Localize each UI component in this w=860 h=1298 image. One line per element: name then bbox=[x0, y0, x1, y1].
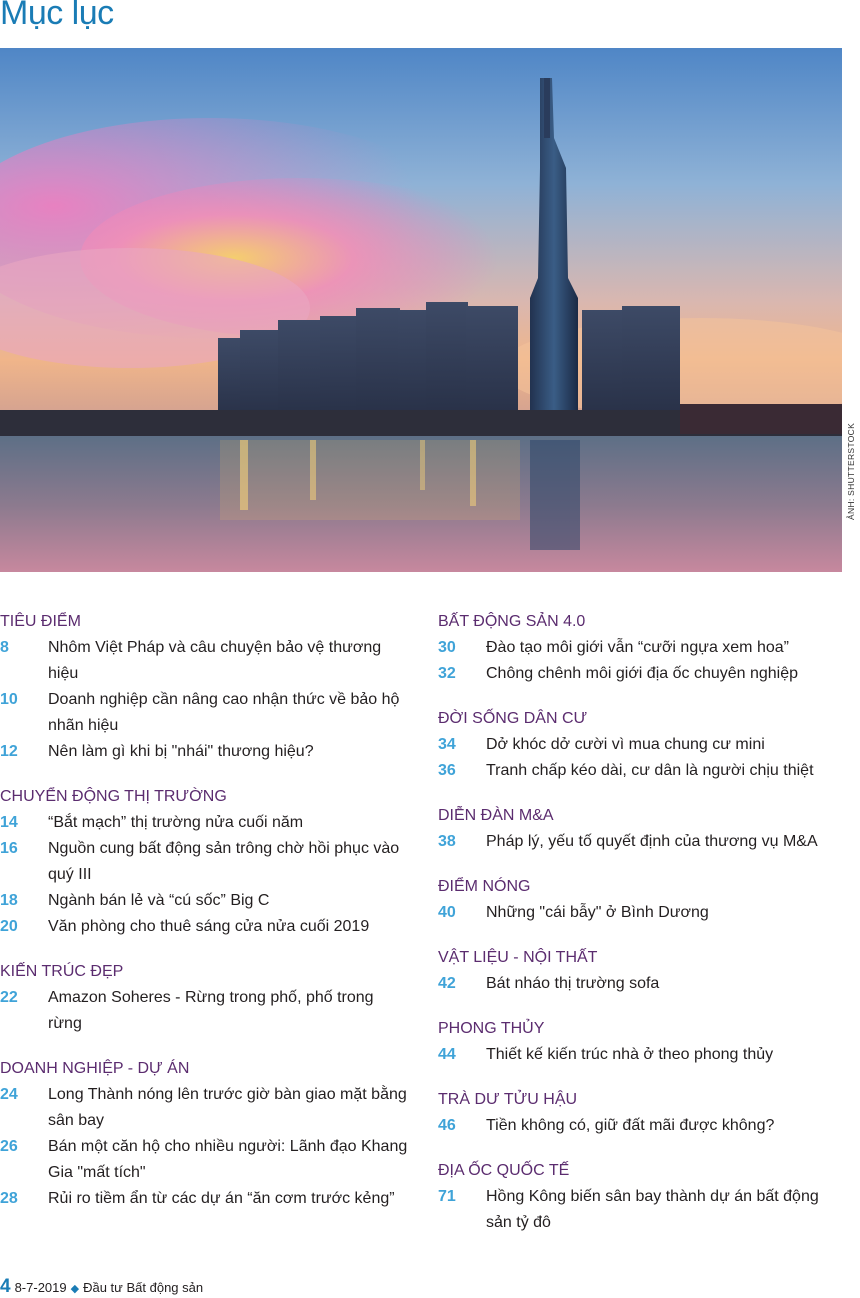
entry-page: 20 bbox=[0, 918, 18, 935]
entry-page: 12 bbox=[0, 743, 18, 760]
toc-entry[interactable] bbox=[438, 1042, 848, 1068]
toc-entry[interactable] bbox=[438, 758, 848, 784]
section-title: ĐỜI SỐNG DÂN CƯ bbox=[438, 710, 588, 727]
entry-page: 22 bbox=[0, 989, 18, 1006]
toc-section bbox=[438, 877, 848, 926]
entry-title: Tiền không có, giữ đất mãi được không? bbox=[486, 1117, 775, 1134]
toc-entry[interactable] bbox=[0, 1134, 410, 1186]
entry-page: 26 bbox=[0, 1138, 18, 1155]
toc-section bbox=[438, 1090, 848, 1139]
entry-title: Ngành bán lẻ và “cú sốc” Big C bbox=[48, 892, 270, 909]
toc-entry[interactable] bbox=[0, 1186, 410, 1212]
section-title: CHUYỂN ĐỘNG THỊ TRƯỜNG bbox=[0, 788, 227, 805]
entry-page: 18 bbox=[0, 892, 18, 909]
section-title: KIẾN TRÚC ĐẸP bbox=[0, 963, 124, 980]
toc-entry[interactable] bbox=[0, 888, 410, 914]
entry-page: 30 bbox=[438, 639, 456, 656]
toc-entry[interactable] bbox=[438, 900, 848, 926]
section-title: TRÀ DƯ TỬU HẬU bbox=[438, 1091, 578, 1108]
toc-section bbox=[438, 806, 848, 855]
entry-page: 42 bbox=[438, 975, 456, 992]
toc-section bbox=[438, 709, 848, 784]
entry-page: 28 bbox=[0, 1190, 18, 1207]
toc-entry[interactable] bbox=[438, 661, 848, 687]
toc-section bbox=[0, 1059, 410, 1212]
entry-page: 32 bbox=[438, 665, 456, 682]
toc-entry[interactable] bbox=[0, 739, 410, 765]
toc-entry[interactable] bbox=[0, 635, 410, 687]
section-title: ĐIỂM NÓNG bbox=[438, 878, 531, 895]
entry-title: Chông chênh môi giới địa ốc chuyên nghiệp bbox=[486, 665, 799, 682]
entry-title: Những "cái bẫy" ở Bình Dương bbox=[486, 904, 709, 921]
entry-page: 71 bbox=[438, 1188, 456, 1205]
entry-page: 46 bbox=[438, 1117, 456, 1134]
entry-page: 44 bbox=[438, 1046, 456, 1063]
entry-title: Đào tạo môi giới vẫn “cưỡi ngựa xem hoa” bbox=[486, 639, 789, 656]
toc-entry[interactable] bbox=[0, 1082, 410, 1134]
toc-entry[interactable] bbox=[0, 985, 410, 1037]
entry-title: Doanh nghiệp cần nâng cao nhận thức về bảo hộ nhãn hiệu bbox=[48, 691, 400, 734]
entry-title: Long Thành nóng lên trước giờ bàn giao mặt bằng sân bay bbox=[48, 1086, 407, 1129]
toc-entry[interactable] bbox=[0, 836, 410, 888]
footer-publication: Đầu tư Bất động sản bbox=[83, 1280, 204, 1295]
section-title: ĐỊA ỐC QUỐC TẾ bbox=[438, 1162, 570, 1179]
toc-right-column bbox=[438, 612, 848, 1258]
entry-title: Văn phòng cho thuê sáng cửa nửa cuối 2019 bbox=[48, 918, 370, 935]
toc-entry[interactable] bbox=[438, 829, 848, 855]
footer-page-number: 4 bbox=[0, 1276, 11, 1297]
entry-title: Nguồn cung bất động sản trông chờ hồi phục vào quý III bbox=[48, 840, 400, 883]
entry-page: 24 bbox=[0, 1086, 18, 1103]
toc-entry[interactable] bbox=[0, 914, 410, 940]
section-title: DOANH NGHIỆP - DỰ ÁN bbox=[0, 1060, 190, 1077]
entry-title: Hồng Kông biến sân bay thành dự án bất động sản tỷ đô bbox=[486, 1188, 819, 1231]
toc-left-column bbox=[0, 612, 410, 1234]
diamond-icon: ◆ bbox=[70, 1283, 80, 1295]
entry-title: Dở khóc dở cười vì mua chung cư mini bbox=[486, 736, 765, 753]
footer-date: 8-7-2019 bbox=[14, 1280, 67, 1295]
toc-section bbox=[0, 787, 410, 940]
entry-page: 34 bbox=[438, 736, 456, 753]
toc-section bbox=[438, 1019, 848, 1068]
toc-entry[interactable] bbox=[438, 1113, 848, 1139]
toc-section bbox=[438, 612, 848, 687]
entry-title: Nhôm Việt Pháp và câu chuyện bảo vệ thương hiệu bbox=[48, 639, 382, 682]
toc-section bbox=[0, 962, 410, 1037]
entry-title: “Bắt mạch” thị trường nửa cuối năm bbox=[48, 814, 304, 831]
toc-entry[interactable] bbox=[438, 971, 848, 997]
toc-entry[interactable] bbox=[0, 810, 410, 836]
toc-section bbox=[438, 1161, 848, 1236]
entry-page: 8 bbox=[0, 639, 9, 656]
page-footer bbox=[0, 1276, 203, 1298]
toc-entry[interactable] bbox=[438, 635, 848, 661]
entry-title: Bán một căn hộ cho nhiều người: Lãnh đạo Khang Gia "mất tích" bbox=[48, 1138, 408, 1181]
entry-title: Nên làm gì khi bị "nhái" thương hiệu? bbox=[48, 743, 314, 760]
toc-entry[interactable] bbox=[0, 687, 410, 739]
entry-page: 38 bbox=[438, 833, 456, 850]
toc-entry[interactable] bbox=[438, 732, 848, 758]
entry-page: 16 bbox=[0, 840, 18, 857]
section-title: DIỄN ĐÀN M&A bbox=[438, 807, 554, 824]
entry-page: 14 bbox=[0, 814, 18, 831]
cover-photo bbox=[0, 48, 842, 572]
entry-title: Rủi ro tiềm ẩn từ các dự án “ăn cơm trước kẻng” bbox=[48, 1190, 395, 1207]
entry-title: Thiết kế kiến trúc nhà ở theo phong thủy bbox=[486, 1046, 774, 1063]
photo-credit: ẢNH: SHUTTERSTOCK bbox=[846, 422, 856, 520]
entry-title: Amazon Soheres - Rừng trong phố, phố trong rừng bbox=[48, 989, 374, 1032]
toc-entry[interactable] bbox=[438, 1184, 848, 1236]
entry-title: Bát nháo thị trường sofa bbox=[486, 975, 660, 992]
toc-section bbox=[0, 612, 410, 765]
section-title: VẬT LIỆU - NỘI THẤT bbox=[438, 949, 598, 966]
entry-page: 40 bbox=[438, 904, 456, 921]
section-title: BẤT ĐỘNG SẢN 4.0 bbox=[438, 613, 586, 630]
entry-page: 36 bbox=[438, 762, 456, 779]
section-title: TIÊU ĐIỂM bbox=[0, 613, 81, 630]
entry-page: 10 bbox=[0, 691, 18, 708]
toc-section bbox=[438, 948, 848, 997]
entry-title: Tranh chấp kéo dài, cư dân là người chịu thiệt bbox=[486, 762, 814, 779]
entry-title: Pháp lý, yếu tố quyết định của thương vụ M&A bbox=[486, 833, 818, 850]
section-title: PHONG THỦY bbox=[438, 1020, 545, 1037]
page-title: Mục lục bbox=[0, 0, 114, 32]
